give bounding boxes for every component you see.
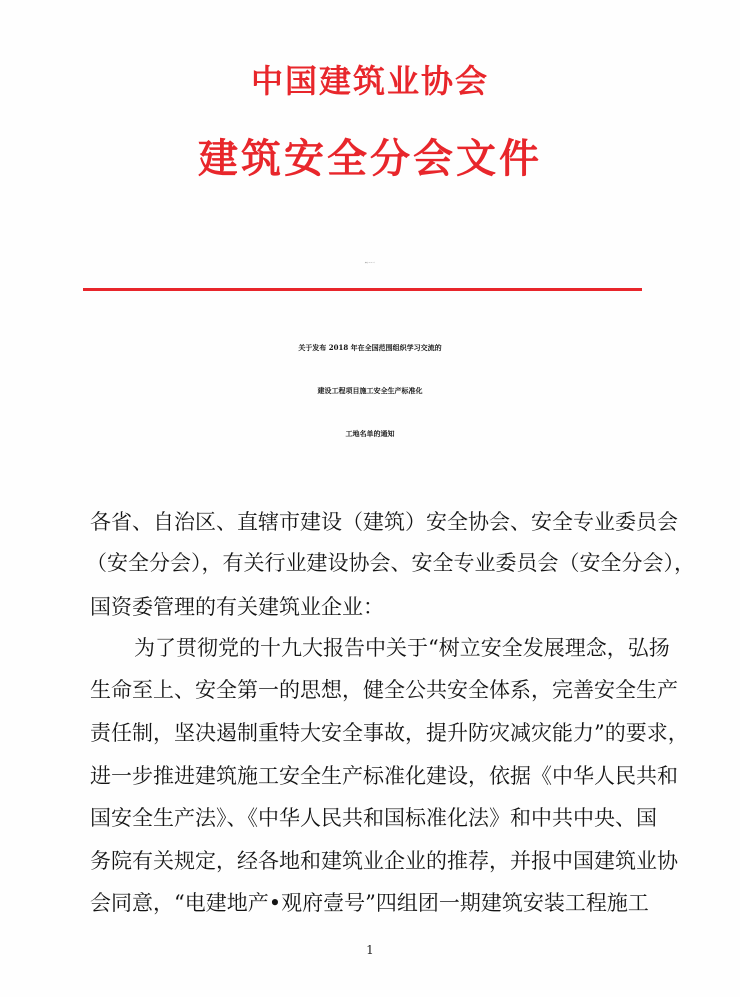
notice-title-line-1: 关于发布 2018 年在全国范围组织学习交流的 bbox=[298, 343, 442, 352]
body-line-2: 生命至上、安全第一的思想，健全公共安全体系，完善安全生产 bbox=[90, 678, 678, 702]
notice-title-line-2: 建设工程项目施工安全生产标准化 bbox=[317, 386, 423, 395]
recipients-line-1: 各省、自治区、直辖市建设（建筑）安全协会、安全专业委员会 bbox=[90, 510, 678, 534]
recipients-line-3: 国资委管理的有关建筑业企业： bbox=[90, 595, 384, 619]
red-divider-line bbox=[83, 288, 642, 291]
body-line-4: 进一步推进建筑施工安全生产标准化建设，依据《中华人民共和 bbox=[90, 764, 678, 788]
recipients-line-2: （安全分会），有关行业建设协会、安全专业委员会（安全分会）， bbox=[86, 551, 695, 575]
body-line-6: 务院有关规定，经各地和建筑业企业的推荐，并报中国建筑业协 bbox=[90, 849, 678, 873]
body-line-3: 责任制，坚决遏制重特大安全事故，提升防灾减灾能力”的要求， bbox=[90, 721, 689, 745]
document-header-title: 建筑安全分会文件 bbox=[198, 136, 542, 182]
document-number: 建协安〔2018〕12 号 bbox=[364, 263, 376, 264]
issuer-name: 中国建筑业协会 bbox=[250, 62, 489, 100]
notice-title-line-3: 工地名单的通知 bbox=[345, 429, 395, 438]
page-number: 1 bbox=[366, 943, 374, 957]
body-line-1: 为了贯彻党的十九大报告中关于“树立安全发展理念，弘扬 bbox=[134, 636, 670, 660]
body-line-7: 会同意，“电建地产•观府壹号”四组团一期建筑安装工程施工 bbox=[90, 891, 649, 915]
body-line-5: 国安全生产法》、《中华人民共和国标准化法》和中共中央、国 bbox=[90, 806, 657, 830]
